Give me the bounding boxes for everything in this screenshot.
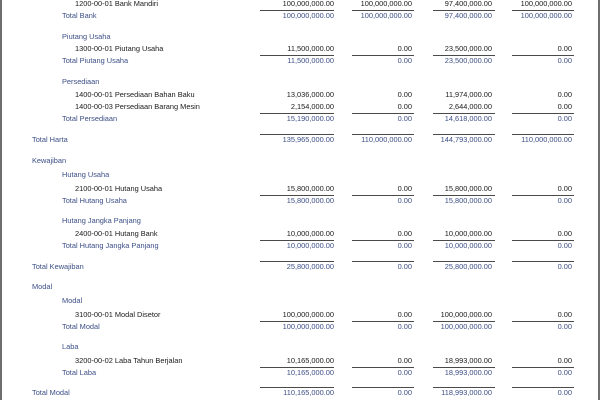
value-col3: 15,800,000.00	[444, 184, 492, 193]
value-col1: 11,500,000.00	[287, 44, 334, 53]
section-header-kewajiban	[0, 155, 600, 166]
subtotal-piutang	[0, 55, 600, 66]
value-col3: 25,800,000.00	[444, 262, 492, 271]
value-col2: 0.00	[397, 356, 412, 365]
value-col1: 10,165,000.00	[286, 356, 334, 365]
total-harta	[0, 134, 600, 145]
value-col2: 0.00	[397, 229, 412, 238]
value-col1: 15,190,000.00	[286, 114, 334, 123]
value-col2: 0.00	[397, 44, 412, 53]
value-col4: 0.00	[557, 356, 572, 365]
section-label: Modal	[32, 282, 53, 291]
value-col1: 100,000,000.00	[282, 0, 334, 8]
account-label: 3200-00-02 Laba Tahun Berjalan	[75, 356, 183, 365]
line-item-hutang-bank	[0, 228, 600, 239]
subtotal-modal	[0, 321, 600, 332]
value-col1: 10,165,000.00	[286, 368, 334, 377]
value-col4: 0.00	[557, 322, 572, 331]
value-col4: 100,000,000.00	[520, 0, 572, 8]
group-label: Piutang Usaha	[62, 32, 111, 41]
group-header-hutang-jangka-panjang	[0, 215, 600, 226]
total-label: Total Harta	[32, 135, 68, 144]
value-col4: 110,000,000.00	[521, 135, 572, 144]
value-col3: 18,993,000.00	[444, 368, 492, 377]
value-col2: 110,000,000.00	[361, 135, 412, 144]
value-col3: 10,000,000.00	[444, 229, 492, 238]
value-col4: 0.00	[557, 368, 572, 377]
group-header-persediaan	[0, 76, 600, 87]
value-col3: 118,993,000.00	[441, 388, 492, 397]
subtotal-label: Total Laba	[62, 368, 97, 377]
value-col3: 100,000,000.00	[440, 310, 492, 319]
value-col4: 0.00	[557, 229, 572, 238]
value-col3: 100,000,000.00	[440, 322, 492, 331]
value-col3: 97,400,000.00	[444, 11, 492, 20]
group-label: Persediaan	[62, 77, 100, 86]
value-col3: 23,500,000.00	[444, 56, 492, 65]
total-kewajiban	[0, 261, 600, 272]
value-col1: 15,800,000.00	[286, 184, 334, 193]
value-col2: 0.00	[397, 114, 412, 123]
group-header-modal	[0, 295, 600, 306]
value-col3: 97,400,000.00	[444, 0, 492, 8]
line-item-persediaan-bahan-baku	[0, 89, 600, 100]
value-col2: 0.00	[397, 310, 412, 319]
line-item-laba-tahun-berjalan	[0, 355, 600, 366]
line-item-bank-mandiri	[0, 0, 600, 9]
value-col4: 0.00	[557, 44, 572, 53]
value-col4: 0.00	[557, 56, 572, 65]
line-item-piutang-usaha	[0, 43, 600, 54]
subtotal-label: Total Bank	[62, 11, 97, 20]
subtotal-hutang-jangka-panjang	[0, 240, 600, 251]
value-col2: 0.00	[397, 262, 412, 271]
subtotal-label: Total Persediaan	[62, 114, 118, 123]
value-col2: 0.00	[397, 388, 412, 397]
value-col1: 11,500,000.00	[287, 56, 334, 65]
value-col3: 10,000,000.00	[444, 241, 492, 250]
total-label: Total Kewajiban	[32, 262, 84, 271]
section-header-modal	[0, 281, 600, 292]
value-col3: 2,644,000.00	[448, 102, 492, 111]
value-col2: 0.00	[397, 196, 412, 205]
value-col1: 2,154,000.00	[290, 102, 334, 111]
value-col4: 0.00	[557, 114, 572, 123]
value-col3: 11,974,000.00	[445, 90, 492, 99]
account-label: 2400-00-01 Hutang Bank	[75, 229, 158, 238]
subtotal-hutang-usaha	[0, 195, 600, 206]
value-col2: 0.00	[397, 368, 412, 377]
group-label: Hutang Usaha	[62, 170, 110, 179]
account-label: 1300-00-01 Piutang Usaha	[75, 44, 164, 53]
value-col1: 10,000,000.00	[286, 241, 334, 250]
group-header-piutang	[0, 31, 600, 42]
value-col3: 18,993,000.00	[444, 356, 492, 365]
section-label: Kewajiban	[32, 156, 67, 165]
value-col1: 25,800,000.00	[286, 262, 334, 271]
subtotal-bank	[0, 10, 600, 21]
value-col3: 144,793,000.00	[440, 135, 492, 144]
total-label: Total Modal	[32, 388, 70, 397]
value-col2: 0.00	[397, 184, 412, 193]
account-label: 3100-00-01 Modal Disetor	[75, 310, 161, 319]
value-col1: 110,165,000.00	[283, 388, 334, 397]
value-col4: 100,000,000.00	[520, 11, 572, 20]
subtotal-label: Total Hutang Jangka Panjang	[62, 241, 159, 250]
value-col1: 100,000,000.00	[282, 310, 334, 319]
value-col1: 10,000,000.00	[286, 229, 334, 238]
value-col3: 15,800,000.00	[444, 196, 492, 205]
total-modal	[0, 387, 600, 398]
value-col1: 15,800,000.00	[286, 196, 334, 205]
value-col4: 0.00	[557, 90, 572, 99]
value-col2: 0.00	[397, 90, 412, 99]
value-col2: 100,000,000.00	[360, 11, 412, 20]
subtotal-label: Total Hutang Usaha	[62, 196, 127, 205]
value-col2: 0.00	[397, 102, 412, 111]
subtotal-laba	[0, 367, 600, 378]
value-col4: 0.00	[557, 310, 572, 319]
line-item-persediaan-barang-mesin	[0, 101, 600, 112]
group-header-laba	[0, 341, 600, 352]
value-col2: 100,000,000.00	[360, 0, 412, 8]
group-label: Modal	[62, 296, 83, 305]
subtotal-persediaan	[0, 113, 600, 124]
value-col2: 0.00	[397, 322, 412, 331]
value-col4: 0.00	[557, 196, 572, 205]
value-col1: 135,965,000.00	[282, 135, 334, 144]
value-col4: 0.00	[557, 262, 572, 271]
value-col4: 0.00	[557, 184, 572, 193]
group-label: Laba	[62, 342, 79, 351]
account-label: 1400-00-01 Persediaan Bahan Baku	[75, 90, 195, 99]
subtotal-label: Total Modal	[62, 322, 100, 331]
value-col1: 13,036,000.00	[286, 90, 334, 99]
value-col4: 0.00	[557, 102, 572, 111]
group-label: Hutang Jangka Panjang	[62, 216, 141, 225]
account-label: 1200-00-01 Bank Mandiri	[75, 0, 158, 8]
value-col2: 0.00	[397, 56, 412, 65]
group-header-hutang-usaha	[0, 169, 600, 180]
account-label: 2100-00-01 Hutang Usaha	[75, 184, 163, 193]
value-col4: 0.00	[557, 388, 572, 397]
line-item-modal-disetor	[0, 309, 600, 320]
subtotal-label: Total Piutang Usaha	[62, 56, 129, 65]
value-col2: 0.00	[397, 241, 412, 250]
value-col1: 100,000,000.00	[282, 322, 334, 331]
value-col4: 0.00	[557, 241, 572, 250]
value-col1: 100,000,000.00	[282, 11, 334, 20]
value-col3: 23,500,000.00	[444, 44, 492, 53]
value-col3: 14,618,000.00	[444, 114, 492, 123]
line-item-hutang-usaha	[0, 183, 600, 194]
account-label: 1400-00-03 Persediaan Barang Mesin	[75, 102, 200, 111]
